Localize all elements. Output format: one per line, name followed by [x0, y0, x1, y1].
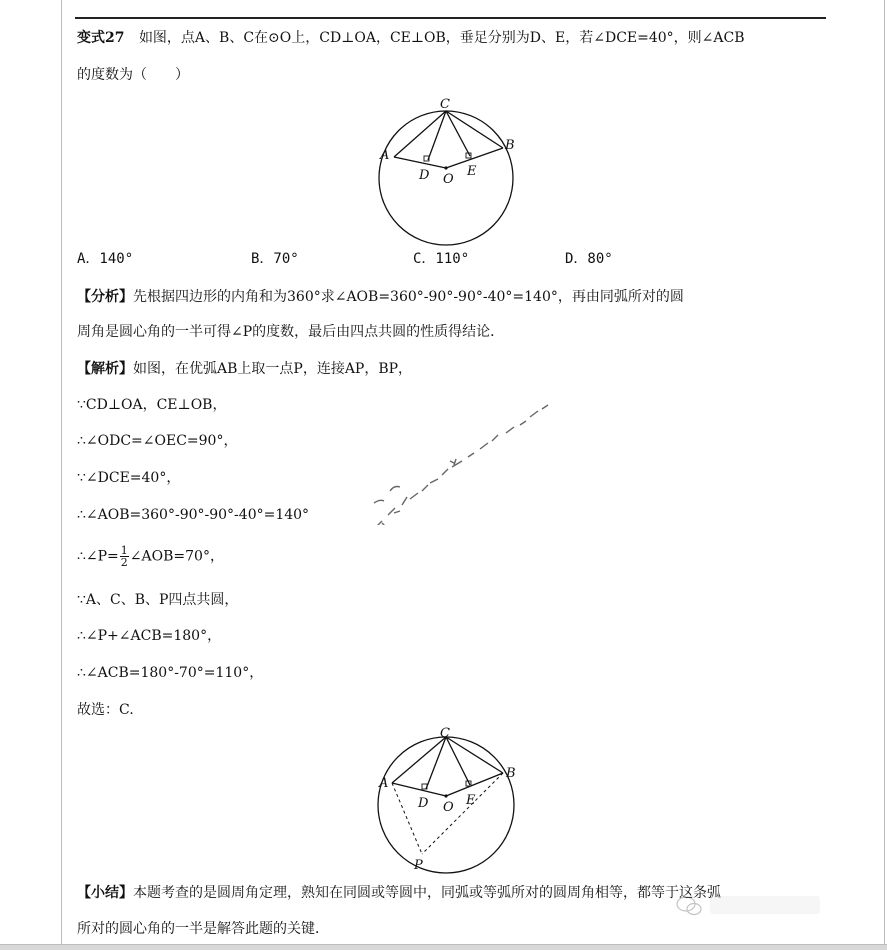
fig1-label-d: D [419, 168, 430, 183]
summary-tag: 【小结】 [77, 885, 133, 901]
wechat-logo-watermark [672, 888, 832, 924]
circle-figure-1 [370, 92, 520, 252]
fig2-label-p: P [414, 858, 423, 873]
summary-text-1: 本题考查的是圆周角定理，熟知在同圆或等圆中，同弧或等弧所对的圆周角相等，都等于这条弧 [133, 885, 721, 901]
problem-line-1 [77, 29, 745, 47]
solution-step-3: ∵∠DCE=40°， [77, 470, 181, 486]
option-c: C．110° [413, 251, 470, 267]
solution-intro [77, 360, 412, 378]
solution-tag: 【解析】 [77, 361, 133, 377]
fig1-label-b: B [505, 138, 515, 153]
fig1-label-c: C [440, 97, 450, 112]
solution-step-1: ∵CD⊥OA，CE⊥OB， [77, 397, 227, 413]
option-d: D．80° [565, 251, 613, 267]
solution-step-5-tail: ∠AOB=70°， [129, 548, 224, 565]
fig2-label-e: E [466, 793, 476, 808]
option-a: A．140° [77, 251, 134, 267]
analysis-tag: 【分析】 [77, 289, 133, 305]
solution-step-5-head: ∴∠P= [77, 548, 119, 565]
problem-text: 如图，点A、B、C在⊙O上，CD⊥OA，CE⊥OB，垂足分别为D、E，若∠DCE=40°，则∠ACB [138, 30, 745, 46]
summary-line-1 [77, 884, 721, 902]
page-border-left [61, 0, 62, 949]
solution-step-5 [77, 545, 224, 568]
fig1-label-o: O [443, 172, 454, 187]
fig1-label-e: E [467, 164, 477, 179]
fraction-numerator: 1 [120, 544, 128, 557]
fig2-label-b: B [506, 766, 516, 781]
circle-figure-2 [370, 727, 520, 877]
bottom-bar [0, 944, 887, 950]
option-b: B．70° [251, 251, 299, 267]
analysis-line-1 [77, 288, 684, 306]
analysis-text-1: 先根据四边形的内角和为360°求∠AOB=360°-90°-90°-40°=140°，再由同弧所对的圆 [133, 289, 684, 305]
analysis-line-2: 周角是圆心角的一半可得∠P的度数，最后由四点共圆的性质得结论． [77, 324, 505, 340]
page-border-right [884, 0, 885, 949]
fig2-label-a: A [379, 776, 389, 791]
top-rule [75, 17, 826, 19]
fig1-label-a: A [380, 148, 390, 163]
solution-step-4: ∴∠AOB=360°-90°-90°-40°=140° [77, 507, 310, 523]
fraction-one-half [120, 545, 129, 568]
fig2-label-o: O [443, 800, 454, 815]
summary-line-2: 所对的圆心角的一半是解答此题的关键． [77, 921, 329, 937]
solution-intro-text: 如图，在优弧AB上取一点P，连接AP，BP， [133, 361, 413, 377]
fig2-label-d: D [418, 796, 429, 811]
watermark-stamp [330, 395, 590, 525]
fig2-label-c: C [440, 727, 450, 741]
solution-step-9: 故选：C. [77, 702, 134, 718]
solution-step-2: ∴∠ODC=∠OEC=90°， [77, 433, 238, 449]
solution-step-8: ∴∠ACB=180°-70°=110°， [77, 665, 264, 681]
solution-step-7: ∴∠P+∠ACB=180°， [77, 628, 222, 644]
problem-label: 变式27 [77, 30, 125, 46]
solution-step-6: ∵A、C、B、P四点共圆， [77, 592, 239, 608]
fraction-denominator: 2 [120, 556, 128, 569]
problem-line-2: 的度数为（ ） [77, 67, 189, 83]
